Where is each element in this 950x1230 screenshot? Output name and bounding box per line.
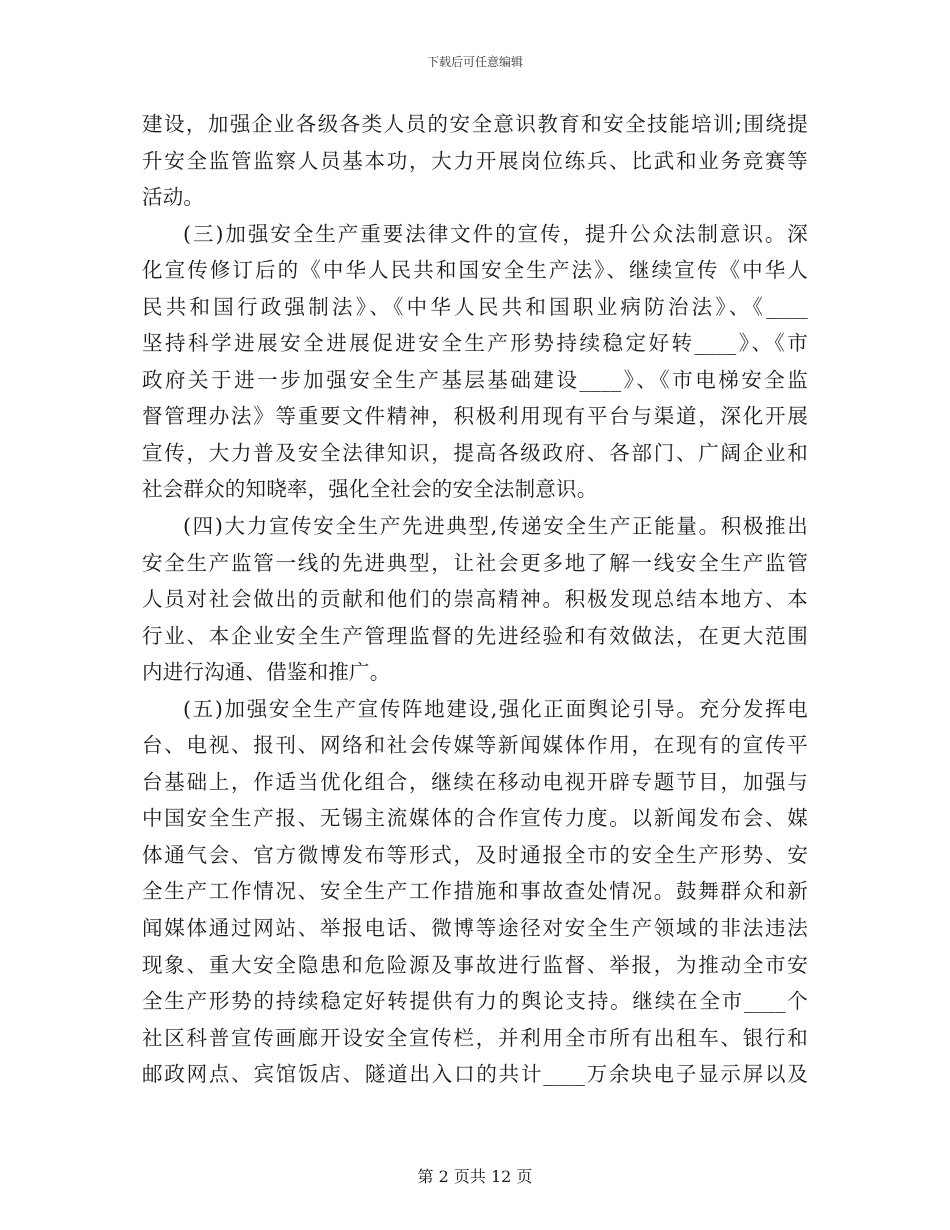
body-line: 建设，加强企业各级各类人员的安全意识教育和安全技能培训;围绕提: [142, 112, 808, 136]
body-line: 升安全监管监察人员基本功，大力开展岗位练兵、比武和业务竞赛等: [142, 148, 808, 173]
body-line: 民共和国行政强制法》、《中华人民共和国职业病防治法》、《____: [142, 294, 808, 319]
body-line: 宣传，大力普及安全法律知识，提高各级政府、各部门、广阔企业和: [142, 440, 808, 465]
body-line: 社区科普宣传画廊开设安全宣传栏，并利用全市所有出租车、银行和: [142, 1025, 808, 1050]
paragraph-heading-line: (三)加强安全生产重要法律文件的宣传，提升公众法制意识。深: [183, 221, 808, 246]
page-header-note: 下载后可任意编辑: [426, 55, 523, 69]
page-number: 第 2 页共 12 页: [417, 1167, 533, 1186]
body-line: 台、电视、报刊、网络和社会传媒等新闻媒体作用，在现有的宣传平: [142, 733, 808, 758]
body-line: 人员对社会做出的贡献和他们的崇高精神。积极发现总结本地方、本: [142, 587, 808, 612]
body-line: 化宣传修订后的《中华人民共和国安全生产法》、继续宣传《中华人: [142, 258, 808, 283]
body-line: 全生产形势的持续稳定好转提供有力的舆论支持。继续在全市____个: [142, 989, 808, 1014]
body-line: 政府关于进一步加强安全生产基层基础建设____》、《市电梯安全监: [142, 367, 808, 392]
paragraph-heading-line: (五)加强安全生产宣传阵地建设,强化正面舆论引导。充分发挥电: [183, 696, 808, 721]
body-line: 社会群众的知晓率，强化全社会的安全法制意识。: [142, 477, 598, 502]
body-line: 全生产工作情况、安全生产工作措施和事故查处情况。鼓舞群众和新: [142, 879, 808, 904]
body-line: 坚持科学进展安全进展促进安全生产形势持续稳定好转____》、《市: [142, 331, 808, 356]
body-line: 活动。: [142, 185, 205, 210]
body-line: 现象、重大安全隐患和危险源及事故进行监督、举报，为推动全市安: [142, 952, 808, 977]
paragraph-heading-line: (四)大力宣传安全生产先进典型,传递安全生产正能量。积极推出: [183, 514, 808, 539]
body-line: 督管理办法》等重要文件精神，积极利用现有平台与渠道，深化开展: [142, 404, 808, 429]
body-line: 闻媒体通过网站、举报电话、微博等途径对安全生产领域的非法违法: [142, 916, 808, 941]
body-line: 安全生产监管一线的先进典型，让社会更多地了解一线安全生产监管: [142, 550, 808, 575]
body-line: 中国安全生产报、无锡主流媒体的合作宣传力度。以新闻发布会、媒: [142, 806, 808, 831]
body-line: 内进行沟通、借鉴和推广。: [142, 660, 391, 685]
body-line: 行业、本企业安全生产管理监督的先进经验和有效做法，在更大范围: [142, 623, 808, 648]
body-line: 邮政网点、宾馆饭店、隧道出入口的共计____万余块电子显示屏以及: [142, 1062, 808, 1087]
document-body: [142, 106, 808, 1093]
body-line: 台基础上，作适当优化组合，继续在移动电视开辟专题节目，加强与: [142, 769, 808, 794]
body-line: 体通气会、官方微博发布等形式，及时通报全市的安全生产形势、安: [142, 842, 808, 867]
